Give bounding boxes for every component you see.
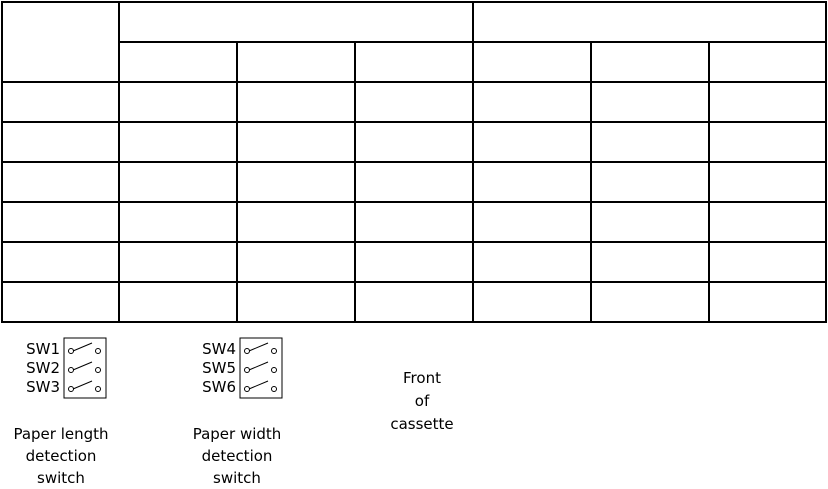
switch-label-sw3: SW3 xyxy=(26,378,60,396)
dip-switch-icon xyxy=(62,336,108,400)
switch-label-sw6: SW6 xyxy=(202,378,236,396)
paper-length-caption: Paper length detection switch xyxy=(13,425,109,487)
dip-switch-icon xyxy=(238,336,284,400)
switch-label-sw1: SW1 xyxy=(26,340,60,358)
front-of-cassette-label: Front of cassette xyxy=(390,369,454,433)
switch-label-sw4: SW4 xyxy=(202,340,236,358)
paper-width-caption: Paper width detection switch xyxy=(192,425,282,487)
switch-label-sw5: SW5 xyxy=(202,359,236,377)
switch-label-sw2: SW2 xyxy=(26,359,60,377)
